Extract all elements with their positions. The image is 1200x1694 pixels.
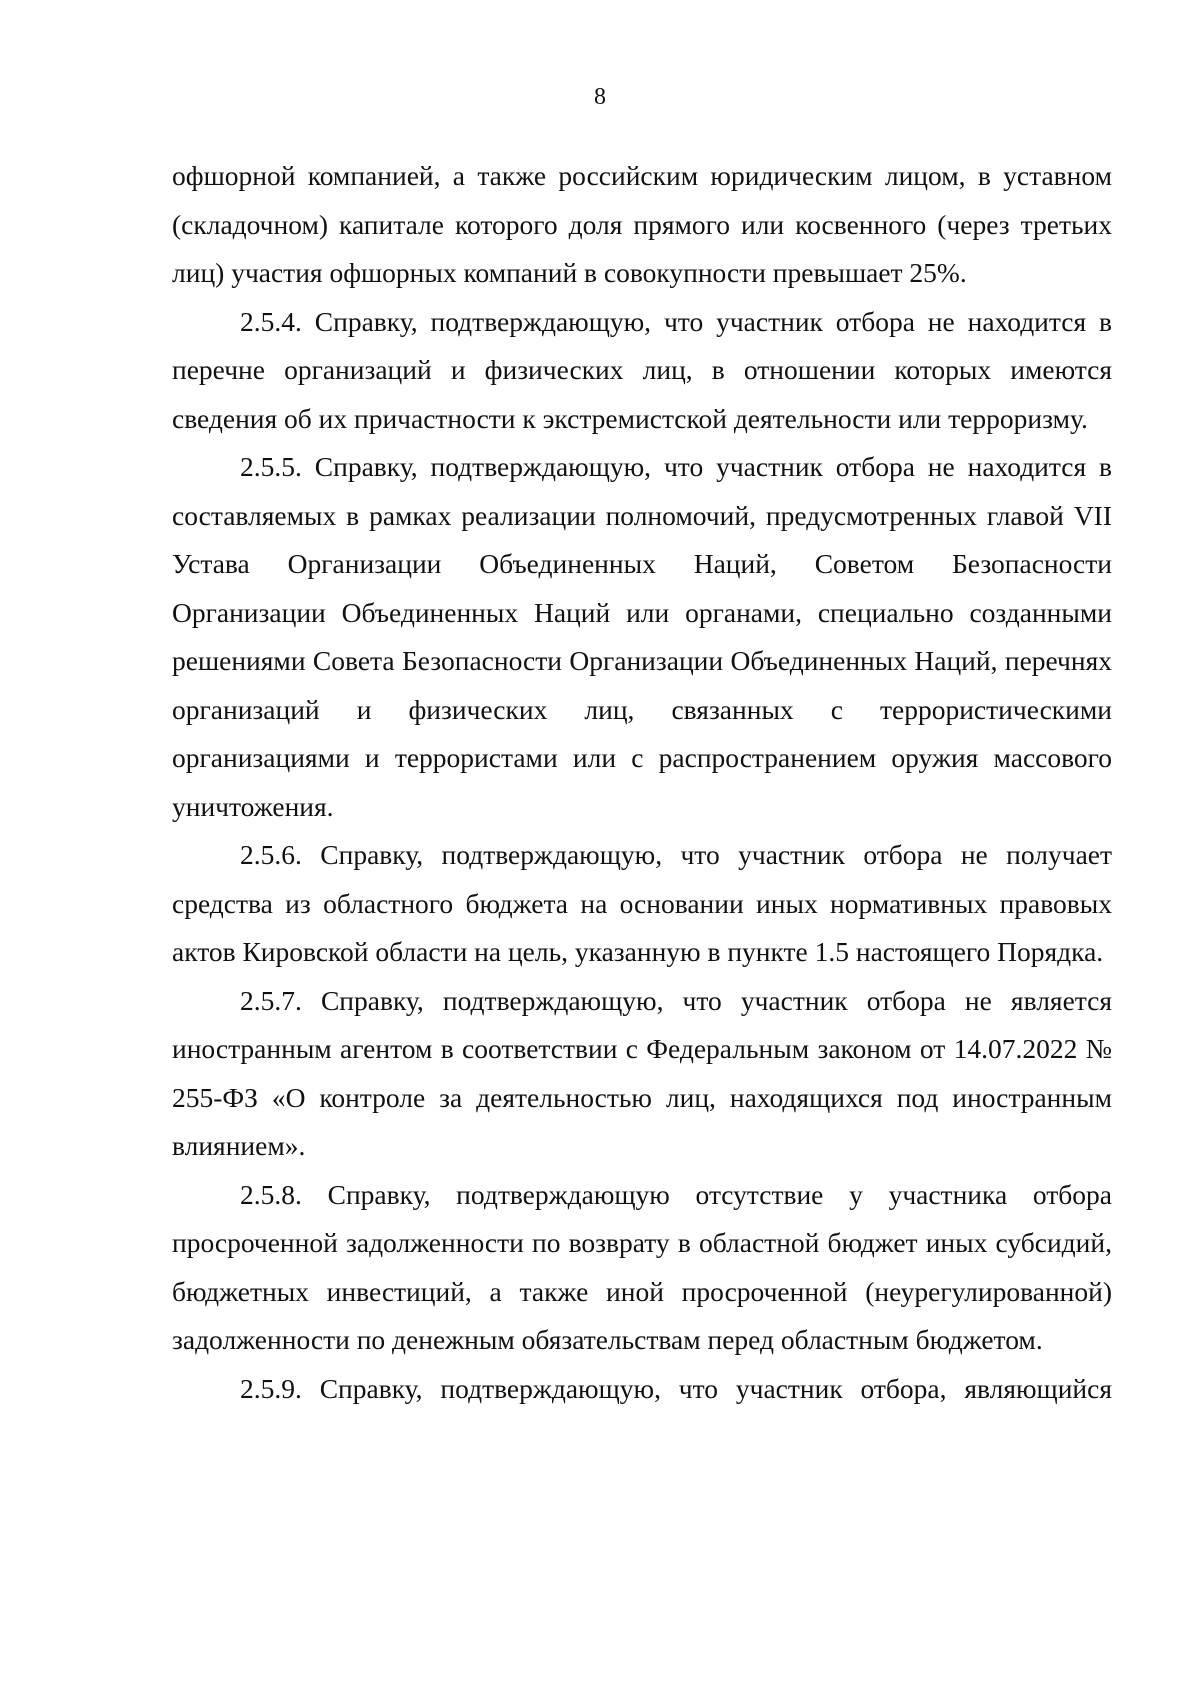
paragraph-2-5-5: 2.5.5. Справку, подтверждающую, что участник отбора не находится в составляемых в рамках реализации полномочий, предусмотренных главой VII Устава Организации Объединенных Наций, Советом Безопасности Организации Объединенных Наций или органами, специально созданными решениями Совета Безопасности Организации Объединенных Наций, перечнях организаций и физических лиц, связанных с террористическими организациями и террористами или с распространением оружия массового уничтожения. — [172, 451, 1112, 822]
paragraph-2-5-6: 2.5.6. Справку, подтверждающую, что участник отбора не получает средства из областного бюджета на основании иных нормативных правовых актов Кировской области на цель, указанную в пункте 1.5 настоящего Порядка. — [172, 839, 1112, 967]
page-number: 8 — [594, 84, 606, 110]
paragraph-2-5-4: 2.5.4. Справку, подтверждающую, что участник отбора не находится в перечне организаций и физических лиц, в отношении которых имеются сведения об их причастности к экстремистской деятельности или терроризму. — [172, 305, 1112, 434]
paragraph-2-5-7: 2.5.7. Справку, подтверждающую, что участник отбора не является иностранным агентом в соответствии с Федеральным законом от 14.07.2022 № 255-ФЗ «О контроле за деятельностью лиц, находящихся под иностранным влиянием». — [172, 984, 1112, 1161]
paragraph-continuation: офшорной компанией, а также российским юридическим лицом, в уставном (складочном) капитале которого доля прямого или косвенного (через третьих лиц) участия офшорных компаний в совокупности превышает 25%. — [172, 160, 1112, 288]
paragraph-2-5-9: 2.5.9. Справку, подтверждающую, что участник отбора, являющийся — [240, 1372, 1112, 1404]
paragraph-2-5-8: 2.5.8. Справку, подтверждающую отсутствие у участника отбора просроченной задолженности по возврату в областной бюджет иных субсидий, бюджетных инвестиций, а также иной просроченной (неурегулированной) задолженности по денежным обязательствам перед областным бюджетом. — [172, 1178, 1112, 1355]
document-body — [172, 152, 1112, 1413]
